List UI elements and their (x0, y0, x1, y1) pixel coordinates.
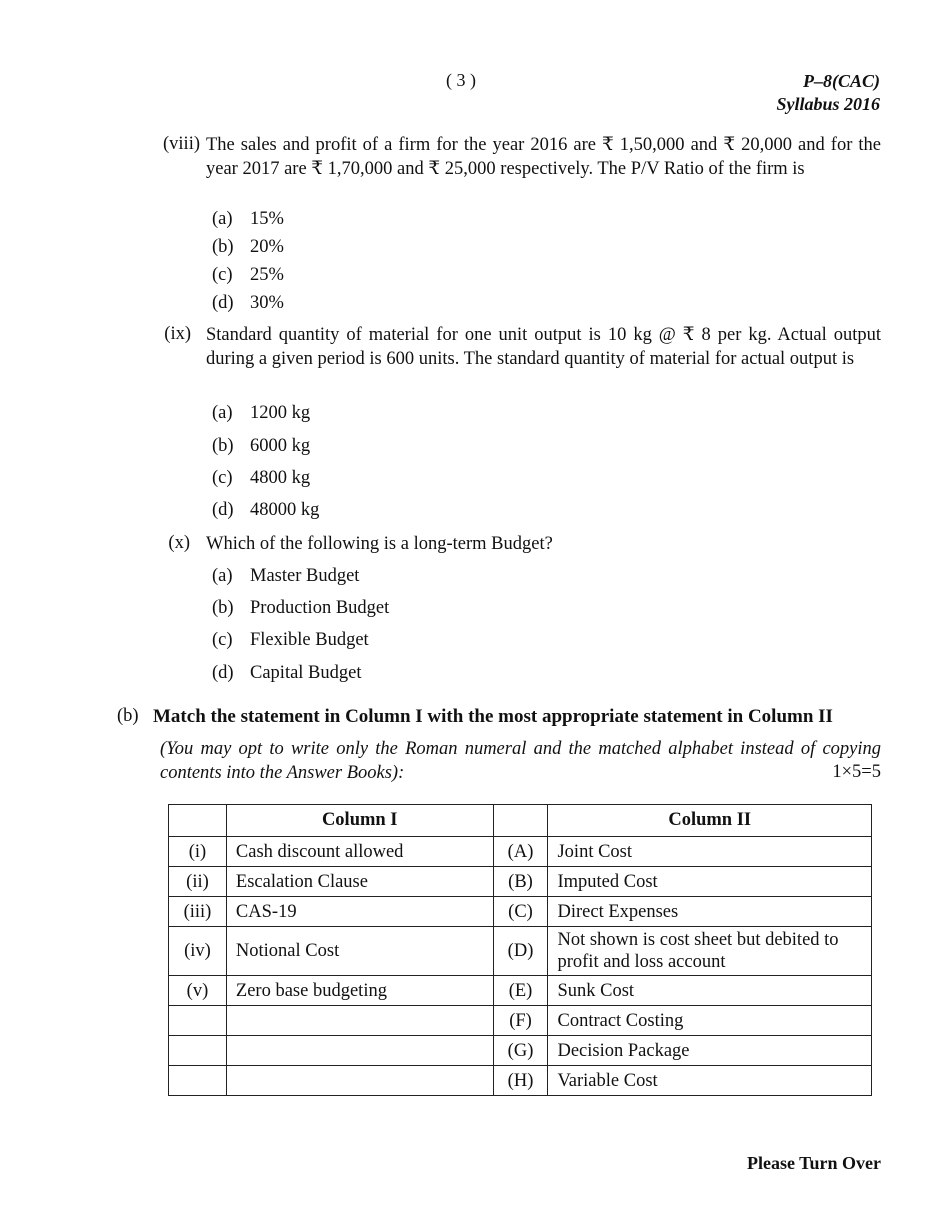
row-numeral: (v) (169, 976, 227, 1006)
question-number: (x) (168, 533, 190, 553)
option-d: (d) Capital Budget (212, 663, 362, 683)
table-row (169, 897, 872, 927)
question-number: (ix) (164, 324, 191, 344)
row-letter: (B) (493, 867, 548, 897)
row-numeral (169, 1006, 227, 1036)
section-b-title: Match the statement in Column I with the most appropriate statement in Column II (153, 706, 833, 727)
section-b-marks: 1×5=5 (832, 762, 881, 782)
table-row (169, 976, 872, 1006)
syllabus-label: Syllabus 2016 (776, 94, 880, 114)
row-numeral (169, 1036, 227, 1066)
column-i-cell: CAS-19 (226, 897, 493, 927)
column-ii-cell: Decision Package (548, 1036, 872, 1066)
row-letter: (C) (493, 897, 548, 927)
table-row (169, 867, 872, 897)
column-ii-cell: Not shown is cost sheet but debited to profit and loss account (548, 927, 872, 976)
table-row (169, 1036, 872, 1066)
column-i-cell: Escalation Clause (226, 867, 493, 897)
column-ii-cell: Imputed Cost (548, 867, 872, 897)
row-numeral: (ii) (169, 867, 227, 897)
question-number: (viii) (163, 134, 200, 154)
header-column-ii: Column II (548, 805, 872, 837)
column-ii-cell: Sunk Cost (548, 976, 872, 1006)
question-text: The sales and profit of a firm for the year 2016 are ₹ 1,50,000 and ₹ 20,000 and for the year 2017 are ₹ 1,70,000 and ₹ 25,000 respectively. The P/V Ratio of the firm is (206, 135, 881, 179)
paper-code: P–8(CAC) (802, 71, 880, 91)
option-b: (b) 6000 kg (212, 436, 311, 456)
column-ii-cell: Variable Cost (548, 1066, 872, 1096)
table-row (169, 837, 872, 867)
option-c: (c) 25% (212, 265, 284, 285)
header-column-i: Column I (226, 805, 493, 837)
table-header-row (169, 805, 872, 837)
option-c: (c) 4800 kg (212, 468, 311, 488)
column-ii-cell: Contract Costing (548, 1006, 872, 1036)
section-b-label: (b) (117, 706, 139, 726)
column-i-cell (226, 1006, 493, 1036)
row-letter: (E) (493, 976, 548, 1006)
table-row (169, 1066, 872, 1096)
header-cell (493, 805, 548, 837)
row-letter: (H) (493, 1066, 548, 1096)
row-letter: (F) (493, 1006, 548, 1036)
column-ii-cell: Direct Expenses (548, 897, 872, 927)
option-a: (a) Master Budget (212, 566, 360, 586)
option-d: (d) 48000 kg (212, 500, 320, 520)
column-i-cell: Cash discount allowed (226, 837, 493, 867)
column-ii-cell: Joint Cost (548, 837, 872, 867)
row-letter: (G) (493, 1036, 548, 1066)
column-i-cell: Zero base budgeting (226, 976, 493, 1006)
column-i-cell (226, 1066, 493, 1096)
row-numeral: (iv) (169, 927, 227, 976)
table-row (169, 1006, 872, 1036)
paper-code-block (776, 70, 880, 116)
option-b: (b) 20% (212, 237, 284, 257)
please-turn-over: Please Turn Over (747, 1153, 881, 1173)
column-i-cell (226, 1036, 493, 1066)
row-numeral: (iii) (169, 897, 227, 927)
question-text: Which of the following is a long-term Budget? (206, 534, 553, 554)
option-b: (b) Production Budget (212, 598, 390, 618)
row-letter: (D) (493, 927, 548, 976)
row-numeral: (i) (169, 837, 227, 867)
column-i-cell: Notional Cost (226, 927, 493, 976)
header-cell (169, 805, 227, 837)
option-d: (d) 30% (212, 293, 284, 313)
option-c: (c) Flexible Budget (212, 630, 369, 650)
option-a: (a) 1200 kg (212, 403, 311, 423)
question-text: Standard quantity of material for one unit output is 10 kg @ ₹ 8 per kg. Actual output during a given period is 600 units. The standard quantity of material for actual output is (206, 325, 881, 369)
match-table (168, 804, 872, 1096)
row-letter: (A) (493, 837, 548, 867)
option-a: (a) 15% (212, 209, 284, 229)
table-row (169, 927, 872, 976)
section-b-instruction: (You may opt to write only the Roman numeral and the matched alphabet instead of copying contents into the Answer Books): (160, 739, 881, 783)
row-numeral (169, 1066, 227, 1096)
page-number: ( 3 ) (446, 70, 476, 90)
